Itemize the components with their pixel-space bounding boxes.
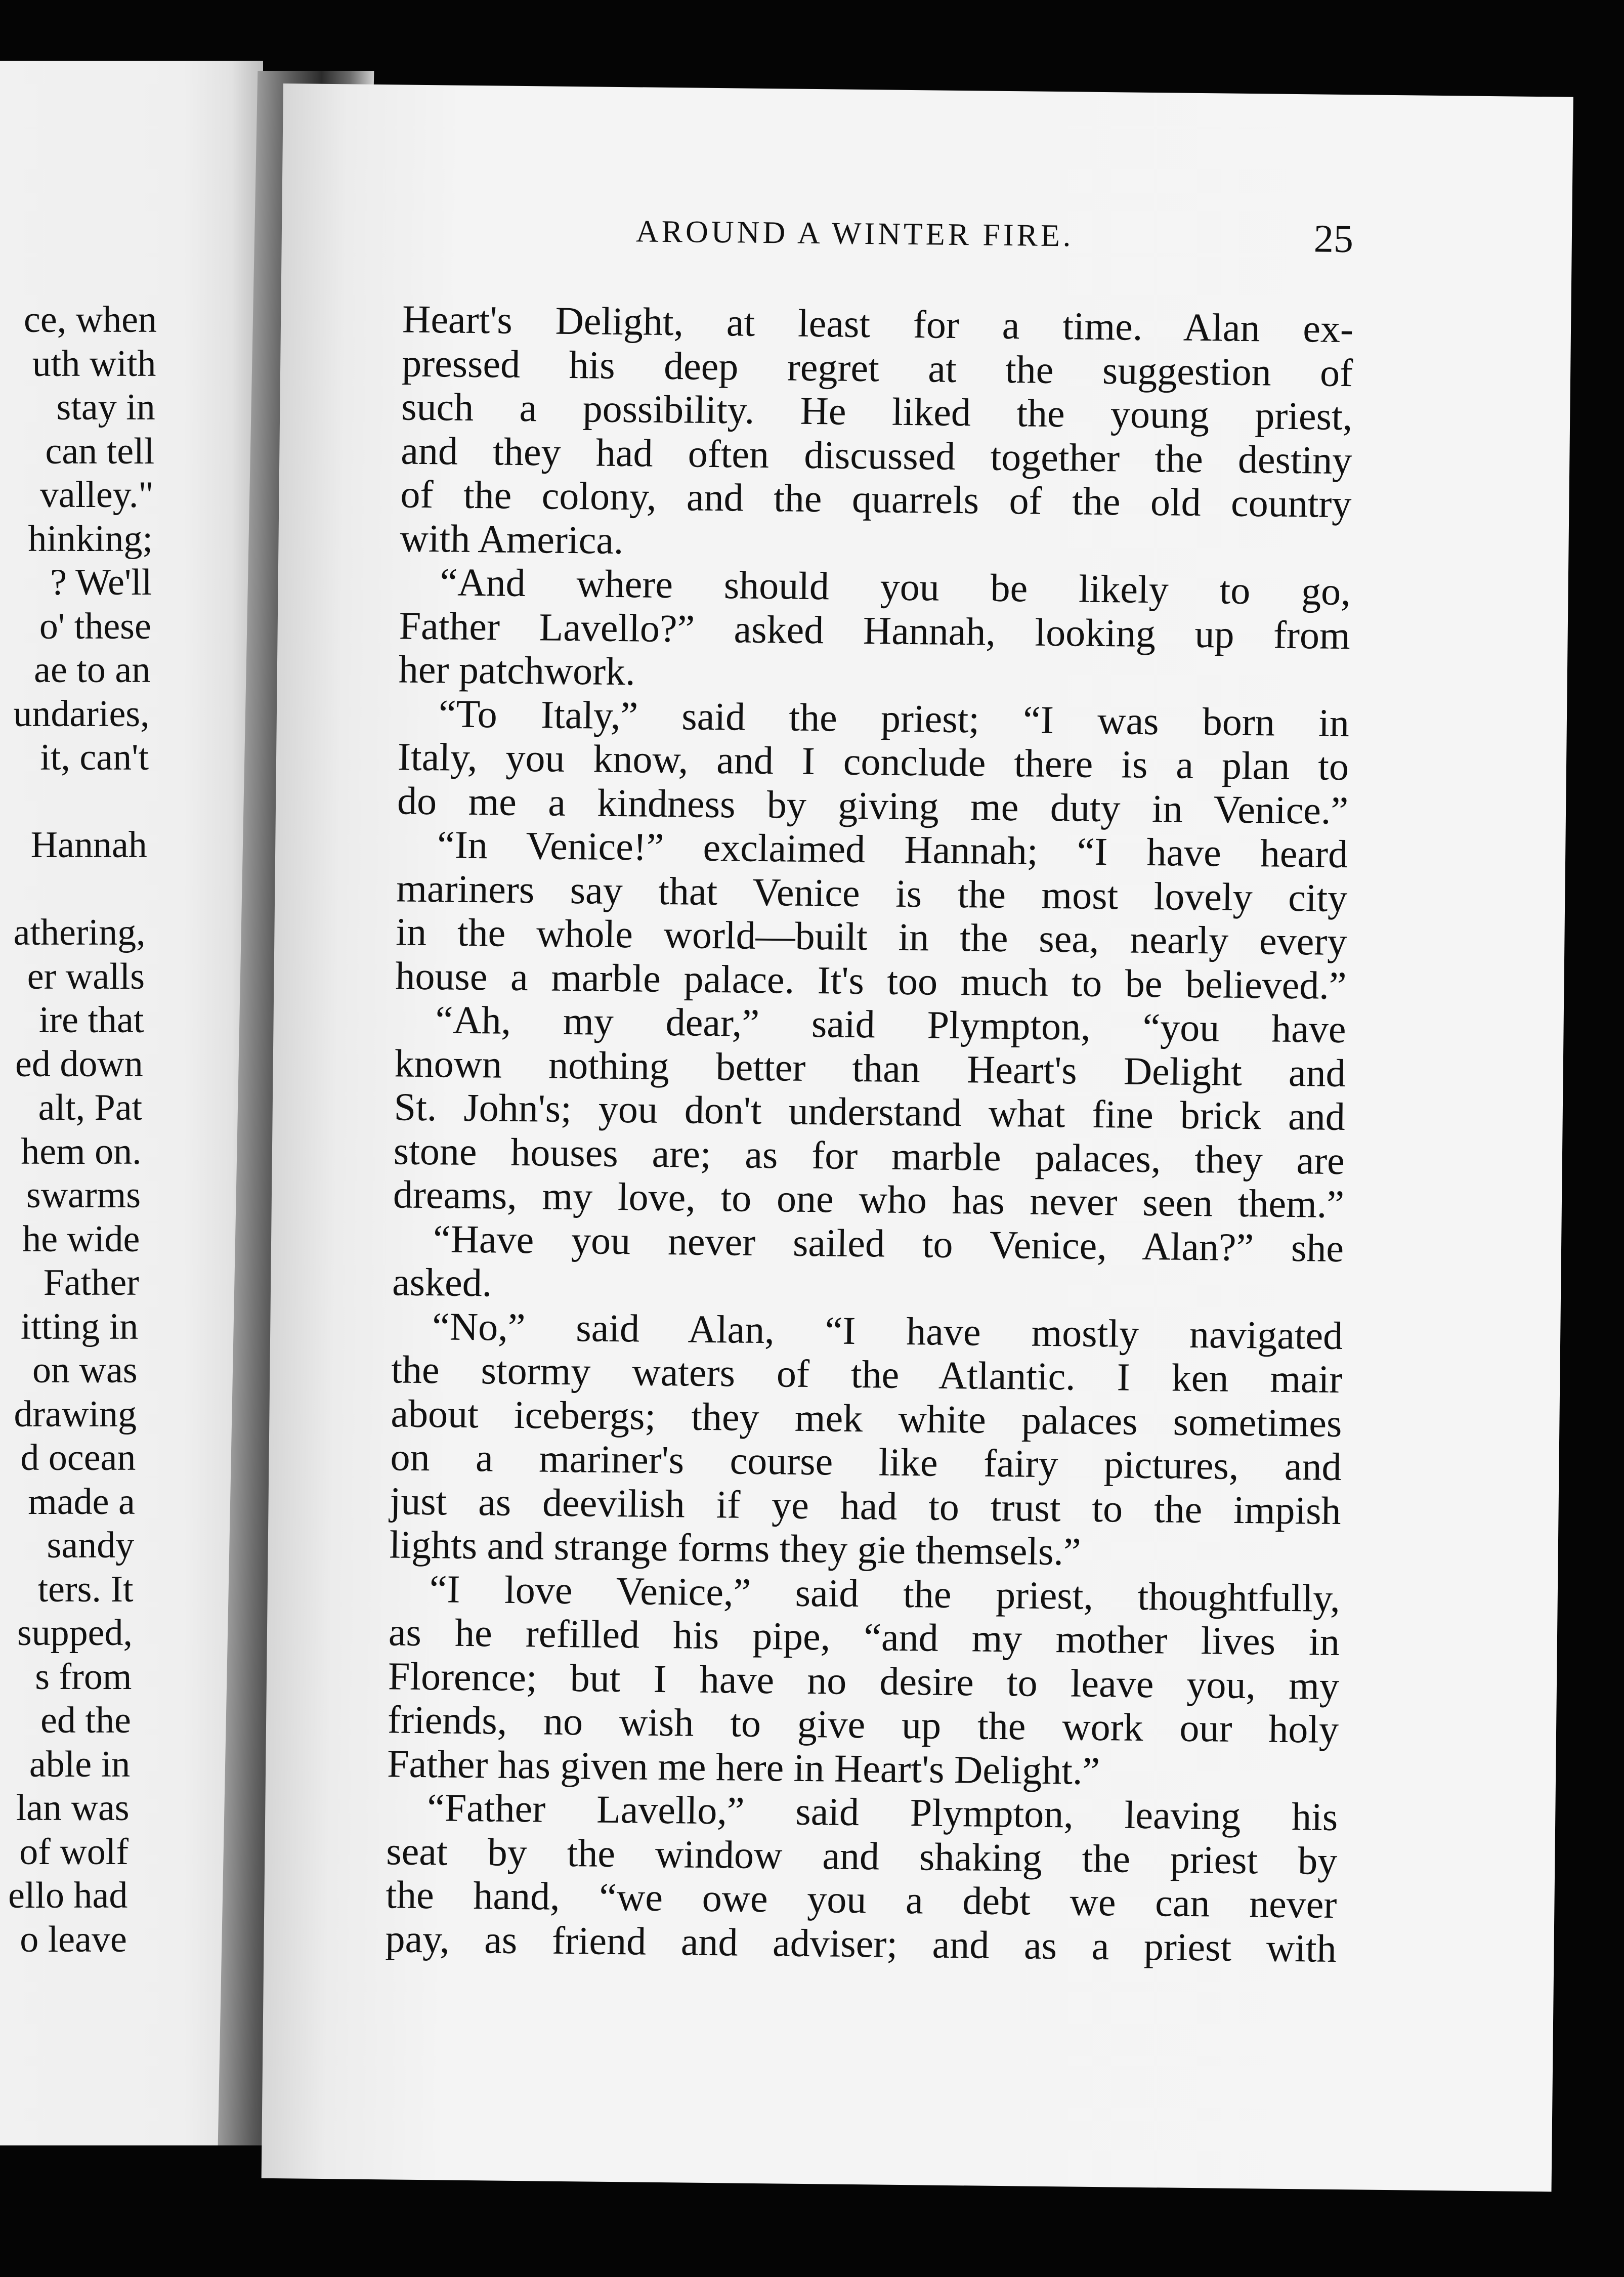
text-line: about icebergs; they mek white palaces sometimes (391, 1390, 1342, 1445)
text-line: St. John's; you don't understand what fine brick and (394, 1084, 1346, 1139)
text-line: “Have you never sailed to Venice, Alan?” she (433, 1216, 1344, 1270)
text-line: friends, no wish to give up the work our holy (387, 1697, 1339, 1752)
left-page-line: uth with (32, 343, 156, 385)
left-page-line: athering, (13, 912, 146, 953)
left-page-line: hem on. (21, 1130, 142, 1172)
text-line: dreams, my love, to one who has never seen them.” (393, 1172, 1345, 1227)
left-page-line: ters. It (37, 1568, 134, 1610)
left-page-line: ? We'll (50, 562, 152, 603)
text-line: “And where should you be likely to go, (440, 560, 1351, 614)
left-page-line: of wolf (19, 1831, 129, 1873)
text-line: known nothing better than Heart's Delight and (394, 1040, 1346, 1095)
text-line: stone houses are; as for marble palaces, they are (393, 1128, 1345, 1183)
text-line: “To Italy,” said the priest; “I was born in (438, 691, 1350, 745)
left-page-line: supped, (17, 1612, 133, 1654)
text-line: of the colony, and the quarrels of the old country (400, 472, 1352, 526)
left-page-line: stay in (56, 387, 155, 428)
text-line: the hand, “we owe you a debt we can never (386, 1872, 1337, 1927)
text-line: with America. (400, 515, 624, 562)
text-line: her patchwork. (398, 647, 636, 694)
text-line: “No,” said Alan, “I have mostly navigated (432, 1303, 1343, 1358)
text-line: pay, as friend and adviser; and as a priest with (385, 1916, 1337, 1970)
text-line: the stormy waters of the Atlantic. I ken mair (391, 1347, 1343, 1402)
left-page-line: valley." (39, 474, 154, 516)
text-line: seat by the window and shaking the priest by (386, 1828, 1338, 1883)
left-page-line: able in (29, 1743, 131, 1785)
body-text (385, 297, 1354, 1970)
left-page-line: lan was (16, 1787, 130, 1829)
left-page-line: ire that (38, 999, 144, 1041)
left-page-line: ce, when (24, 299, 157, 341)
left-page-line: er walls (27, 955, 145, 997)
text-line: asked. (392, 1259, 492, 1305)
left-page-line: ae to an (34, 649, 151, 691)
left-page-line: sandy (47, 1525, 135, 1566)
left-page-line: ello had (8, 1875, 128, 1916)
text-line: on a mariner's course like fairy pictures, and (390, 1435, 1342, 1489)
left-page-line: Father (43, 1262, 139, 1303)
left-page-line: o leave (20, 1918, 127, 1960)
left-page-line: on was (32, 1350, 138, 1391)
text-line: in the whole world—built in the sea, nearly every (396, 909, 1347, 964)
text-line: Father has given me here in Heart's Delight.” (387, 1741, 1100, 1793)
left-page-line: he wide (22, 1218, 140, 1260)
running-head: AROUND A WINTER FIRE. (635, 214, 1074, 254)
right-page (262, 83, 1573, 2191)
left-page-line: undaries, (13, 693, 150, 735)
text-line: “In Venice!” exclaimed Hannah; “I have heard (437, 822, 1348, 876)
left-page-line: itting in (20, 1305, 139, 1347)
text-line: and they had often discussed together the destiny (400, 428, 1352, 482)
left-page-line: s from (35, 1656, 132, 1698)
text-line: Heart's Delight, at least for a time. Alan ex- (402, 297, 1354, 351)
left-page-line: Hannah (30, 824, 147, 866)
left-page-line: can tell (45, 430, 155, 472)
text-line: do me a kindness by giving me duty in Venice.” (397, 778, 1349, 832)
left-page-line: alt, Pat (38, 1087, 143, 1128)
left-page-line: d ocean (20, 1437, 136, 1479)
text-line: lights and strange forms they gie themsels.” (389, 1522, 1082, 1574)
text-line: Italy, you know, and I conclude there is a plan to (397, 734, 1349, 789)
left-page-line: o' these (39, 605, 151, 647)
left-page-line: swarms (26, 1174, 141, 1216)
text-line: Florence; but I have no desire to leave you, my (388, 1653, 1340, 1708)
left-page-line: ed down (15, 1043, 143, 1085)
left-page-line: ed the (40, 1700, 131, 1741)
text-line: house a marble palace. It's too much to be believed.” (395, 953, 1347, 1007)
text-line: as he refilled his pipe, “and my mother lives in (388, 1610, 1340, 1664)
text-line: “Father Lavello,” said Plympton, leaving his (426, 1785, 1338, 1839)
text-line: “Ah, my dear,” said Plympton, “you have (435, 997, 1347, 1051)
page-number: 25 (1313, 216, 1354, 261)
left-page-line: hinking; (28, 518, 153, 560)
text-line: such a possibility. He liked the young priest, (401, 384, 1353, 439)
text-line: just as deevilish if ye had to trust to the impish (390, 1478, 1342, 1533)
text-line: “I love Venice,” said the priest, thoughtfully, (429, 1566, 1341, 1620)
text-line: mariners say that Venice is the most lovely city (396, 865, 1348, 920)
left-page-line: made a (28, 1481, 135, 1523)
left-page-line: it, can't (40, 737, 149, 778)
text-line: pressed his deep regret at the suggestion of (401, 340, 1353, 395)
text-line: Father Lavello?” asked Hannah, looking up from (399, 603, 1351, 657)
left-page-line: drawing (14, 1393, 137, 1435)
